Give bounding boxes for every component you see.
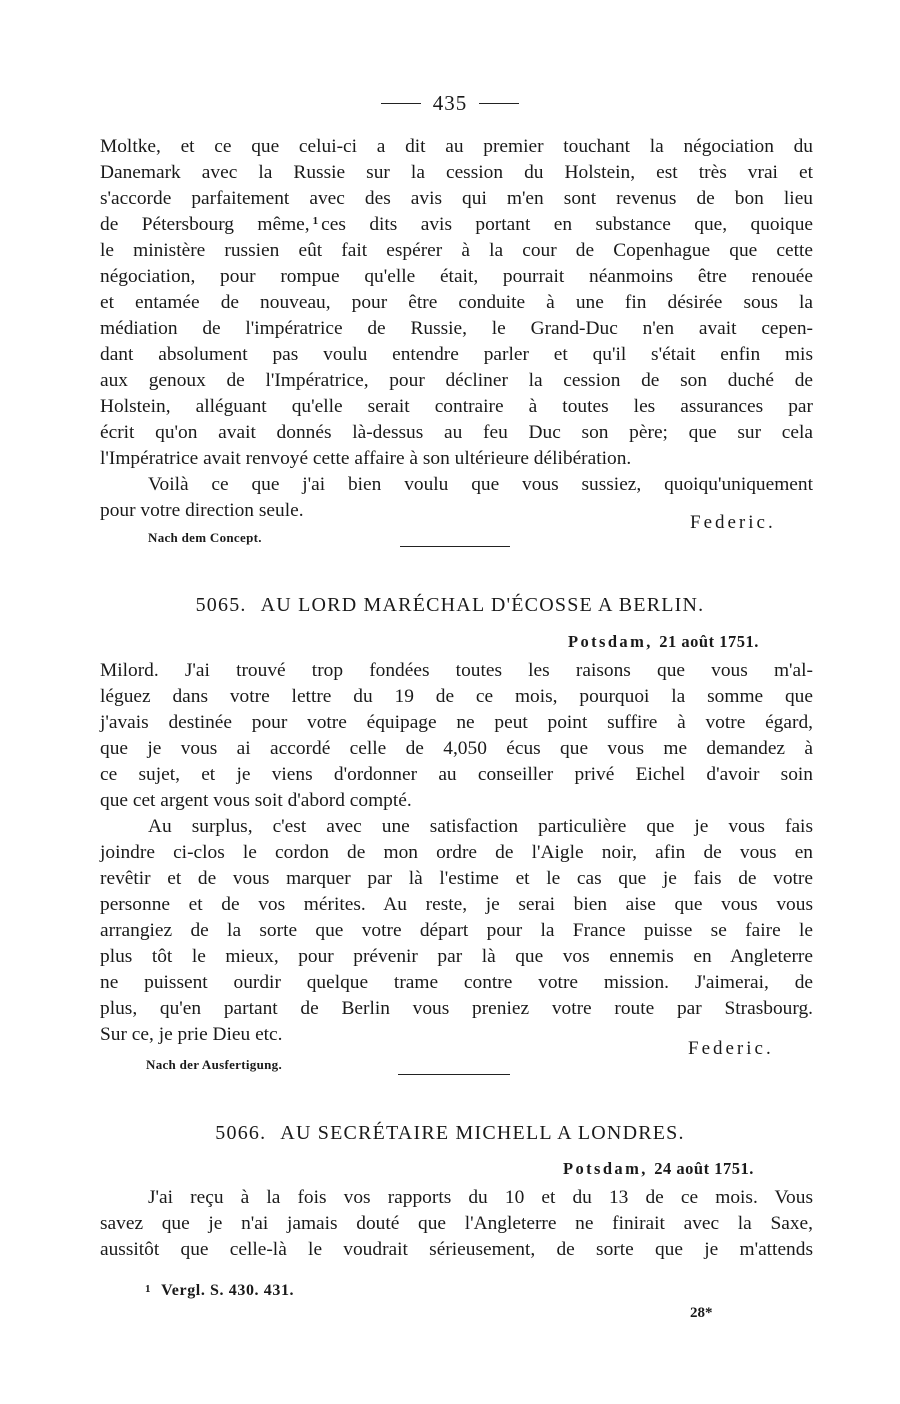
text-line: Danemark avec la Russie sur la cession du Holstein, est très vrai et bbox=[100, 162, 813, 183]
dateline-date: 21 août 1751. bbox=[659, 632, 759, 651]
dateline-place: Potsdam, bbox=[568, 632, 653, 651]
text-line: Holstein, alléguant qu'elle serait contraire à toutes les assurances par bbox=[100, 396, 813, 417]
text-line: plus, qu'en partant de Berlin vous preniez votre route par Strasbourg. bbox=[100, 998, 813, 1019]
text-line: Voilà ce que j'ai bien voulu que vous sussiez, quoiqu'uniquement bbox=[148, 474, 813, 495]
section3-text bbox=[100, 1185, 813, 1263]
text-line: aux genoux de l'Impératrice, pour décliner la cession de son duché de bbox=[100, 370, 813, 391]
section2-text bbox=[100, 658, 813, 1048]
text-line: et entamée de nouveau, pour être conduite à une fin désirée sous la bbox=[100, 292, 813, 313]
text-line: aussitôt que celle-là le voudrait sérieusement, de sorte que je m'attends bbox=[100, 1239, 813, 1260]
page-header bbox=[0, 88, 900, 118]
text-line: écrit qu'on avait donnés là-dessus au feu Duc son père; que sur cela bbox=[100, 422, 813, 443]
text-line: s'accorde parfaitement avec des avis qui m'en sont revenus de bon lieu bbox=[100, 188, 813, 209]
signature: Federic. bbox=[688, 1038, 774, 1059]
header-dash-right bbox=[479, 103, 519, 104]
letter-number: 5065. bbox=[195, 594, 247, 616]
source-note: Nach der Ausfertigung. bbox=[146, 1057, 283, 1072]
source-note: Nach dem Concept. bbox=[148, 530, 262, 545]
footnote-marker: 1 bbox=[312, 215, 319, 227]
section-heading bbox=[0, 594, 900, 617]
text-line-with-footnote bbox=[100, 212, 813, 238]
text-line: pour votre direction seule. bbox=[100, 500, 304, 521]
text-line: négociation, pour rompue qu'elle était, pourrait néanmoins être renouée bbox=[100, 266, 813, 287]
text-line: savez que je n'ai jamais douté que l'Angleterre ne finirait avec la Saxe, bbox=[100, 1213, 813, 1234]
dateline bbox=[568, 632, 759, 652]
letter-title: AU LORD MARÉCHAL D'ÉCOSSE A BERLIN. bbox=[260, 594, 705, 616]
text-line: Milord. J'ai trouvé trop fondées toutes les raisons que vous m'al- bbox=[100, 660, 813, 681]
text-fragment: ces dits avis portant en substance que, quoique bbox=[321, 214, 813, 235]
footnote-text: Vergl. S. 430. 431. bbox=[161, 1282, 295, 1299]
section1-text bbox=[100, 134, 813, 524]
text-fragment: de Pétersbourg même, bbox=[100, 214, 310, 235]
text-line: léguez dans votre lettre du 19 de ce mois, pourquoi la somme que bbox=[100, 686, 813, 707]
text-line: que je vous ai accordé celle de 4,050 écus que vous me demandez à bbox=[100, 738, 813, 759]
footnote bbox=[145, 1282, 294, 1300]
text-line: médiation de l'impératrice de Russie, le Grand-Duc n'en avait cepen- bbox=[100, 318, 813, 339]
text-line: Sur ce, je prie Dieu etc. bbox=[100, 1024, 283, 1045]
text-line: que cet argent vous soit d'abord compté. bbox=[100, 790, 412, 811]
text-line: dant absolument pas voulu entendre parler et qu'il s'était enfin mis bbox=[100, 344, 813, 365]
letter-number: 5066. bbox=[215, 1122, 267, 1144]
text-line: arrangiez de la sorte que votre départ pour la France puisse se faire le bbox=[100, 920, 813, 941]
header-dash-left bbox=[381, 103, 421, 104]
text-line: ce sujet, et je viens d'ordonner au conseiller privé Eichel d'avoir soin bbox=[100, 764, 813, 785]
text-line: ne puissent ourdir quelque trame contre votre mission. J'aimerai, de bbox=[100, 972, 813, 993]
text-line: personne et de vos mérites. Au reste, je serai bien aise que vous vous bbox=[100, 894, 813, 915]
section-heading bbox=[0, 1122, 900, 1145]
dateline bbox=[563, 1159, 754, 1179]
text-line: le ministère russien eût fait espérer à la cour de Copenhague que cette bbox=[100, 240, 813, 261]
text-line: revêtir et de vous marquer par là l'estime et le cas que je fais de votre bbox=[100, 868, 813, 889]
page-number: 435 bbox=[432, 90, 468, 115]
signature: Federic. bbox=[690, 512, 776, 533]
text-line: Moltke, et ce que celui-ci a dit au premier touchant la négociation du bbox=[100, 136, 813, 157]
text-line: joindre ci-clos le cordon de mon ordre de l'Aigle noir, afin de vous en bbox=[100, 842, 813, 863]
text-line: Au surplus, c'est avec une satisfaction particulière que je vous fais bbox=[148, 816, 813, 837]
footnote-marker: 1 bbox=[145, 1283, 152, 1295]
text-line: J'ai reçu à la fois vos rapports du 10 et du 13 de ce mois. Vous bbox=[148, 1187, 813, 1208]
dateline-date: 24 août 1751. bbox=[654, 1159, 754, 1178]
text-line: l'Impératrice avait renvoyé cette affaire à son ultérieure délibération. bbox=[100, 448, 632, 469]
text-line: j'avais destinée pour votre équipage ne peut point suffire à votre égard, bbox=[100, 712, 813, 733]
dateline-place: Potsdam, bbox=[563, 1159, 648, 1178]
letter-title: AU SECRÉTAIRE MICHELL A LONDRES. bbox=[280, 1122, 685, 1144]
section-divider bbox=[400, 546, 510, 547]
section-divider bbox=[398, 1074, 510, 1075]
text-line: plus tôt le mieux, pour prévenir par là que vos ennemis en Angleterre bbox=[100, 946, 813, 967]
printer-signature-mark: 28* bbox=[690, 1305, 713, 1321]
